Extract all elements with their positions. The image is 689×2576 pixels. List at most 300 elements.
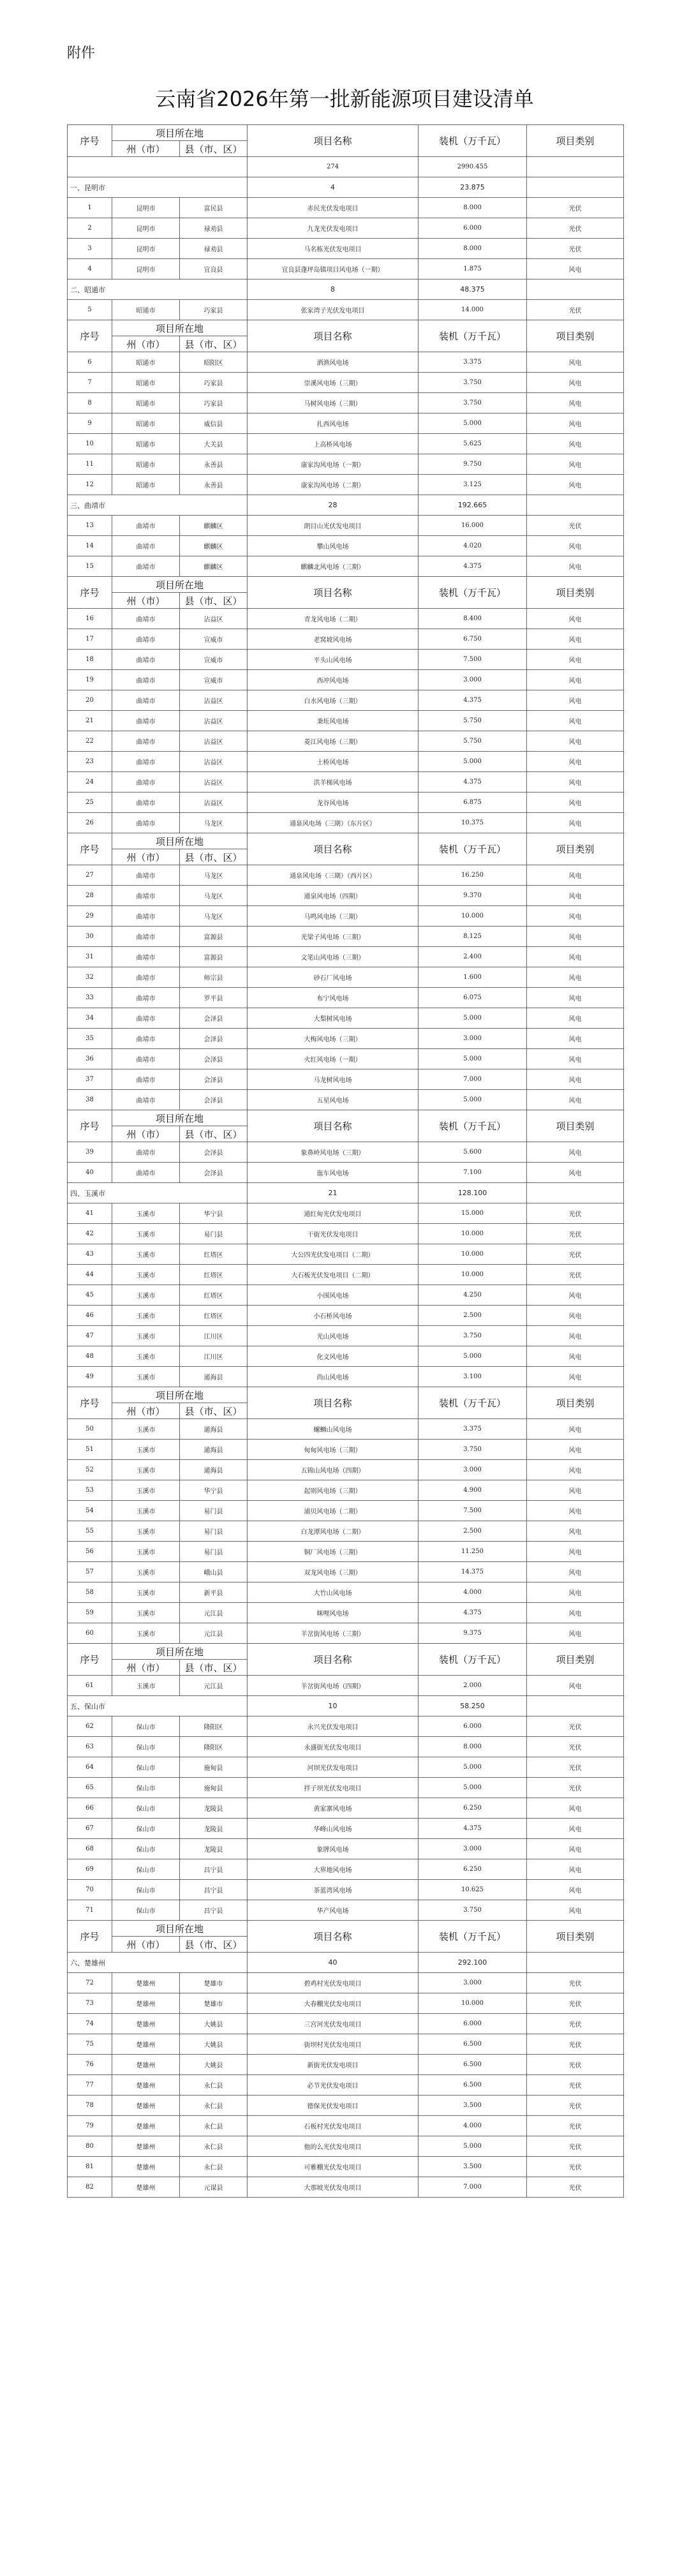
row-name: 大竹山风电场 [248, 1582, 419, 1603]
table-row [68, 1757, 624, 1778]
table-header-row [68, 1921, 624, 1937]
row-type: 风电 [527, 1623, 624, 1644]
row-seq: 53 [68, 1480, 112, 1501]
row-prefecture: 昆明市 [112, 198, 180, 218]
row-name: 通泉风电场（三期）（西片区） [248, 865, 419, 886]
row-name: 大石板光伏发电项目（二期） [248, 1265, 419, 1285]
table-row [68, 1798, 624, 1819]
row-prefecture: 保山市 [112, 1716, 180, 1737]
header-type: 项目类别 [527, 833, 624, 865]
row-name: 通泉风电场（四期） [248, 886, 419, 906]
row-capacity: 3.000 [419, 1973, 527, 1993]
section-count: 8 [248, 279, 419, 300]
header-type: 项目类别 [527, 320, 624, 352]
table-row [68, 1603, 624, 1623]
row-name: 白龙潭风电场（二期） [248, 1521, 419, 1542]
row-capacity: 6.000 [419, 1716, 527, 1737]
row-type: 风电 [527, 1582, 624, 1603]
page-title: 云南省2026年第一批新能源项目建设清单 [155, 87, 534, 111]
header-seq: 序号 [68, 320, 112, 352]
header-prefecture: 州（市） [112, 849, 180, 865]
section-capacity: 23.875 [419, 177, 527, 198]
row-type: 风电 [527, 1008, 624, 1029]
row-name: 宜良县蓬坪岛镇项目风电场（一期） [248, 259, 419, 279]
row-seq: 38 [68, 1090, 112, 1110]
row-capacity: 8.000 [419, 1737, 527, 1757]
row-county: 红塔区 [180, 1285, 248, 1306]
row-prefecture: 昭通市 [112, 454, 180, 475]
table-row [68, 1819, 624, 1839]
row-name: 碧鸡村光伏发电项目 [248, 1973, 419, 1993]
table-row [68, 1285, 624, 1306]
row-type: 风电 [527, 731, 624, 752]
row-seq: 59 [68, 1603, 112, 1623]
row-capacity: 7.500 [419, 1501, 527, 1521]
row-county: 会泽县 [180, 1142, 248, 1163]
row-capacity: 3.375 [419, 352, 527, 373]
table-row [68, 1203, 624, 1224]
row-prefecture: 曲靖市 [112, 1142, 180, 1163]
row-name: 螺蛳山风电场 [248, 1419, 419, 1440]
row-prefecture: 曲靖市 [112, 670, 180, 690]
row-type: 光伏 [527, 516, 624, 536]
row-name: 洪羊梯风电场 [248, 772, 419, 793]
row-prefecture: 曲靖市 [112, 947, 180, 967]
row-prefecture: 昭通市 [112, 373, 180, 393]
row-name: 象鼻岭风电场（三期） [248, 1142, 419, 1163]
row-seq: 27 [68, 865, 112, 886]
table-row [68, 772, 624, 793]
row-capacity: 5.000 [419, 752, 527, 772]
row-seq: 48 [68, 1346, 112, 1367]
row-prefecture: 楚雄州 [112, 2075, 180, 2096]
row-capacity: 2.500 [419, 1306, 527, 1326]
row-name: 羊岔街风电场（四期） [248, 1676, 419, 1696]
row-capacity: 5.000 [419, 1049, 527, 1069]
row-type: 光伏 [527, 1203, 624, 1224]
header-name: 项目名称 [248, 1387, 419, 1419]
row-seq: 22 [68, 731, 112, 752]
table-row [68, 1880, 624, 1900]
table-row [68, 1778, 624, 1798]
row-type: 光伏 [527, 2177, 624, 2198]
row-seq: 70 [68, 1880, 112, 1900]
row-county: 龙陵县 [180, 1839, 248, 1859]
section-count: 28 [248, 495, 419, 516]
row-name: 尚山风电场 [248, 1367, 419, 1387]
row-county: 元江县 [180, 1676, 248, 1696]
row-county: 元谋县 [180, 2177, 248, 2198]
section-type [527, 495, 624, 516]
row-capacity: 4.375 [419, 556, 527, 577]
row-type: 风电 [527, 1542, 624, 1562]
row-name: 崇溪风电场（三期） [248, 373, 419, 393]
section-capacity: 128.100 [419, 1183, 527, 1203]
section-count: 4 [248, 177, 419, 198]
row-type: 风电 [527, 259, 624, 279]
table-row [68, 1521, 624, 1542]
row-type: 风电 [527, 947, 624, 967]
section-row [68, 1183, 624, 1203]
row-seq: 60 [68, 1623, 112, 1644]
table-row [68, 2014, 624, 2034]
row-county: 永仁县 [180, 2096, 248, 2116]
row-county: 马龙区 [180, 886, 248, 906]
row-type: 风电 [527, 1480, 624, 1501]
table-row [68, 1306, 624, 1326]
row-seq: 46 [68, 1306, 112, 1326]
row-seq: 30 [68, 927, 112, 947]
row-type: 风电 [527, 793, 624, 813]
row-county: 大姚县 [180, 2014, 248, 2034]
row-seq: 32 [68, 967, 112, 988]
row-type: 风电 [527, 1460, 624, 1480]
row-prefecture: 曲靖市 [112, 711, 180, 731]
row-seq: 17 [68, 629, 112, 650]
row-capacity: 6.250 [419, 1798, 527, 1819]
section-type [527, 1183, 624, 1203]
row-prefecture: 曲靖市 [112, 1090, 180, 1110]
row-name: 大界地风电场 [248, 1859, 419, 1880]
section-type [527, 1953, 624, 1973]
row-name: 拌子坝光伏发电项目 [248, 1778, 419, 1798]
row-name: 马名栋光伏发电项目 [248, 239, 419, 259]
row-type: 风电 [527, 352, 624, 373]
row-county: 易门县 [180, 1224, 248, 1244]
row-capacity: 3.750 [419, 393, 527, 413]
row-name: 五星风电场 [248, 1090, 419, 1110]
row-prefecture: 玉溪市 [112, 1285, 180, 1306]
table-header-row [68, 577, 624, 593]
row-capacity: 5.750 [419, 711, 527, 731]
section-capacity: 48.375 [419, 279, 527, 300]
row-name: 大公四光伏发电项目（二期） [248, 1244, 419, 1265]
table-row [68, 1542, 624, 1562]
section-row [68, 177, 624, 198]
table-row [68, 2096, 624, 2116]
row-seq: 57 [68, 1562, 112, 1582]
row-name: 小围风电场 [248, 1285, 419, 1306]
row-capacity: 8.000 [419, 198, 527, 218]
row-seq: 18 [68, 650, 112, 670]
row-prefecture: 曲靖市 [112, 1008, 180, 1029]
table-row [68, 1049, 624, 1069]
section-type [527, 1696, 624, 1716]
section-count: 40 [248, 1953, 419, 1973]
row-capacity: 3.000 [419, 1460, 527, 1480]
row-county: 易门县 [180, 1521, 248, 1542]
row-county: 巧家县 [180, 373, 248, 393]
row-seq: 42 [68, 1224, 112, 1244]
row-capacity: 1.875 [419, 259, 527, 279]
row-prefecture: 曲靖市 [112, 865, 180, 886]
section-label: 三、曲靖市 [68, 495, 248, 516]
table-row [68, 1224, 624, 1244]
row-prefecture: 楚雄州 [112, 1993, 180, 2014]
row-name: 青龙风电场（二期） [248, 609, 419, 629]
row-prefecture: 楚雄州 [112, 2014, 180, 2034]
table-row [68, 2116, 624, 2136]
row-seq: 9 [68, 413, 112, 434]
header-location: 项目所在地 [112, 320, 248, 336]
table-row [68, 1419, 624, 1440]
row-prefecture: 曲靖市 [112, 1069, 180, 1090]
row-name: 他的么光伏发电项目 [248, 2136, 419, 2157]
row-prefecture: 曲靖市 [112, 752, 180, 772]
row-county: 麒麟区 [180, 536, 248, 556]
row-name: 永兴光伏发电项目 [248, 1716, 419, 1737]
total-label [68, 157, 248, 177]
table-row [68, 434, 624, 454]
row-prefecture: 曲靖市 [112, 886, 180, 906]
row-seq: 12 [68, 475, 112, 495]
header-location: 项目所在地 [112, 1921, 248, 1937]
row-name: 布宁风电场 [248, 988, 419, 1008]
total-count: 274 [248, 157, 419, 177]
header-type: 项目类别 [527, 1110, 624, 1142]
table-row [68, 609, 624, 629]
row-seq: 77 [68, 2075, 112, 2096]
row-name: 石板村光伏发电项目 [248, 2116, 419, 2136]
row-type: 风电 [527, 1090, 624, 1110]
table-row [68, 1367, 624, 1387]
row-capacity: 10.000 [419, 1224, 527, 1244]
row-prefecture: 玉溪市 [112, 1367, 180, 1387]
table-row [68, 1008, 624, 1029]
table-row [68, 670, 624, 690]
table-row [68, 1069, 624, 1090]
row-capacity: 6.000 [419, 218, 527, 239]
row-name: 攀山风电场 [248, 536, 419, 556]
row-name: 赤民光伏发电项目 [248, 198, 419, 218]
row-seq: 75 [68, 2034, 112, 2055]
row-seq: 73 [68, 1993, 112, 2014]
row-capacity: 16.000 [419, 516, 527, 536]
row-capacity: 10.375 [419, 813, 527, 833]
row-type: 光伏 [527, 239, 624, 259]
header-seq: 序号 [68, 833, 112, 865]
row-prefecture: 玉溪市 [112, 1326, 180, 1346]
row-capacity: 3.100 [419, 1367, 527, 1387]
row-name: 河坝光伏发电项目 [248, 1757, 419, 1778]
row-name: 新街光伏发电项目 [248, 2055, 419, 2075]
row-type: 光伏 [527, 218, 624, 239]
row-capacity: 4.375 [419, 690, 527, 711]
row-county: 宣威市 [180, 650, 248, 670]
row-capacity: 16.250 [419, 865, 527, 886]
total-type [527, 157, 624, 177]
header-prefecture: 州（市） [112, 1937, 180, 1953]
section-label: 五、保山市 [68, 1696, 248, 1716]
row-seq: 74 [68, 2014, 112, 2034]
table-row [68, 1163, 624, 1183]
row-seq: 13 [68, 516, 112, 536]
header-capacity: 装机（万千瓦） [419, 1644, 527, 1676]
row-name: 五锦山风电场（四期） [248, 1460, 419, 1480]
row-prefecture: 玉溪市 [112, 1224, 180, 1244]
row-type: 风电 [527, 813, 624, 833]
row-prefecture: 昆明市 [112, 259, 180, 279]
row-prefecture: 玉溪市 [112, 1501, 180, 1521]
row-seq: 26 [68, 813, 112, 833]
row-prefecture: 玉溪市 [112, 1419, 180, 1440]
row-type: 风电 [527, 609, 624, 629]
table-row [68, 1676, 624, 1696]
row-county: 会泽县 [180, 1029, 248, 1049]
table-row [68, 1346, 624, 1367]
row-county: 昭阳区 [180, 352, 248, 373]
header-capacity: 装机（万千瓦） [419, 1110, 527, 1142]
row-seq: 72 [68, 1973, 112, 1993]
row-capacity: 6.250 [419, 1859, 527, 1880]
row-prefecture: 保山市 [112, 1737, 180, 1757]
row-county: 会泽县 [180, 1069, 248, 1090]
table-row [68, 629, 624, 650]
row-name: 大那坡光伏发电项目 [248, 2177, 419, 2198]
row-type: 风电 [527, 1326, 624, 1346]
table-row [68, 793, 624, 813]
row-seq: 71 [68, 1900, 112, 1921]
row-seq: 24 [68, 772, 112, 793]
row-capacity: 7.000 [419, 1069, 527, 1090]
row-name: 永盛街光伏发电项目 [248, 1737, 419, 1757]
row-type: 风电 [527, 865, 624, 886]
row-county: 红塔区 [180, 1265, 248, 1285]
header-name: 项目名称 [248, 1921, 419, 1953]
table-row [68, 1326, 624, 1346]
row-seq: 44 [68, 1265, 112, 1285]
table-row [68, 454, 624, 475]
row-type: 风电 [527, 886, 624, 906]
row-capacity: 3.500 [419, 2157, 527, 2177]
row-prefecture: 玉溪市 [112, 1582, 180, 1603]
row-prefecture: 曲靖市 [112, 988, 180, 1008]
row-prefecture: 昭通市 [112, 300, 180, 320]
row-prefecture: 保山市 [112, 1757, 180, 1778]
row-name: 光山风电场 [248, 1326, 419, 1346]
row-county: 沾益区 [180, 690, 248, 711]
row-seq: 50 [68, 1419, 112, 1440]
row-name: 华峰山风电场 [248, 1819, 419, 1839]
row-name: 通红甸光伏发电项目 [248, 1203, 419, 1224]
section-count: 21 [248, 1183, 419, 1203]
row-name: 街坝村光伏发电项目 [248, 2034, 419, 2055]
row-capacity: 3.000 [419, 670, 527, 690]
row-capacity: 3.750 [419, 1440, 527, 1460]
header-type: 项目类别 [527, 1387, 624, 1419]
header-county: 县（市、区） [180, 593, 248, 609]
row-seq: 63 [68, 1737, 112, 1757]
row-prefecture: 楚雄州 [112, 2136, 180, 2157]
row-capacity: 10.625 [419, 1880, 527, 1900]
row-county: 通海县 [180, 1419, 248, 1440]
table-row [68, 373, 624, 393]
row-seq: 3 [68, 239, 112, 259]
row-type: 风电 [527, 1603, 624, 1623]
row-name: 马龙树风电场 [248, 1069, 419, 1090]
row-prefecture: 昭通市 [112, 475, 180, 495]
row-name: 康家沟风电场（二期） [248, 475, 419, 495]
row-county: 马龙区 [180, 865, 248, 886]
table-row [68, 650, 624, 670]
row-seq: 23 [68, 752, 112, 772]
table-row [68, 1029, 624, 1049]
row-county: 沾益区 [180, 731, 248, 752]
row-type: 光伏 [527, 1737, 624, 1757]
row-type: 风电 [527, 711, 624, 731]
row-type: 光伏 [527, 2014, 624, 2034]
row-capacity: 7.500 [419, 650, 527, 670]
row-prefecture: 曲靖市 [112, 629, 180, 650]
table-row [68, 1623, 624, 1644]
row-name: 大梨树风电场 [248, 1008, 419, 1029]
row-capacity: 6.075 [419, 988, 527, 1008]
row-county: 易门县 [180, 1501, 248, 1521]
row-type: 光伏 [527, 2075, 624, 2096]
row-county: 威信县 [180, 413, 248, 434]
row-seq: 80 [68, 2136, 112, 2157]
row-seq: 19 [68, 670, 112, 690]
header-county: 县（市、区） [180, 1403, 248, 1419]
header-location: 项目所在地 [112, 125, 248, 141]
row-prefecture: 玉溪市 [112, 1244, 180, 1265]
row-prefecture: 曲靖市 [112, 731, 180, 752]
header-county: 县（市、区） [180, 1126, 248, 1142]
table-row [68, 1859, 624, 1880]
row-capacity: 8.125 [419, 927, 527, 947]
header-type: 项目类别 [527, 577, 624, 609]
table-row [68, 1716, 624, 1737]
row-county: 昌宁县 [180, 1880, 248, 1900]
row-prefecture: 保山市 [112, 1819, 180, 1839]
row-type: 风电 [527, 1029, 624, 1049]
row-type: 光伏 [527, 2034, 624, 2055]
row-name: 小石桥风电场 [248, 1306, 419, 1326]
row-county: 红塔区 [180, 1244, 248, 1265]
row-capacity: 8.000 [419, 239, 527, 259]
row-type: 风电 [527, 967, 624, 988]
row-county: 隆阳区 [180, 1716, 248, 1737]
table-row [68, 690, 624, 711]
header-name: 项目名称 [248, 833, 419, 865]
row-prefecture: 楚雄州 [112, 2116, 180, 2136]
row-prefecture: 曲靖市 [112, 1029, 180, 1049]
table-header-row [68, 1387, 624, 1403]
row-county: 禄劝县 [180, 218, 248, 239]
row-capacity: 6.875 [419, 793, 527, 813]
row-county: 永善县 [180, 475, 248, 495]
row-prefecture: 玉溪市 [112, 1542, 180, 1562]
row-capacity: 14.375 [419, 1562, 527, 1582]
row-type: 光伏 [527, 2116, 624, 2136]
row-name: 九龙光伏发电项目 [248, 218, 419, 239]
row-type: 光伏 [527, 2055, 624, 2075]
row-prefecture: 玉溪市 [112, 1623, 180, 1644]
row-seq: 36 [68, 1049, 112, 1069]
row-type: 光伏 [527, 300, 624, 320]
table-row [68, 198, 624, 218]
row-prefecture: 曲靖市 [112, 536, 180, 556]
row-type: 风电 [527, 1798, 624, 1819]
section-label: 四、玉溪市 [68, 1183, 248, 1203]
row-capacity: 6.500 [419, 2075, 527, 2096]
table-row [68, 2034, 624, 2055]
table-row [68, 1993, 624, 2014]
row-name: 大梅风电场（三期） [248, 1029, 419, 1049]
row-capacity: 4.375 [419, 772, 527, 793]
row-seq: 54 [68, 1501, 112, 1521]
header-seq: 序号 [68, 1387, 112, 1419]
